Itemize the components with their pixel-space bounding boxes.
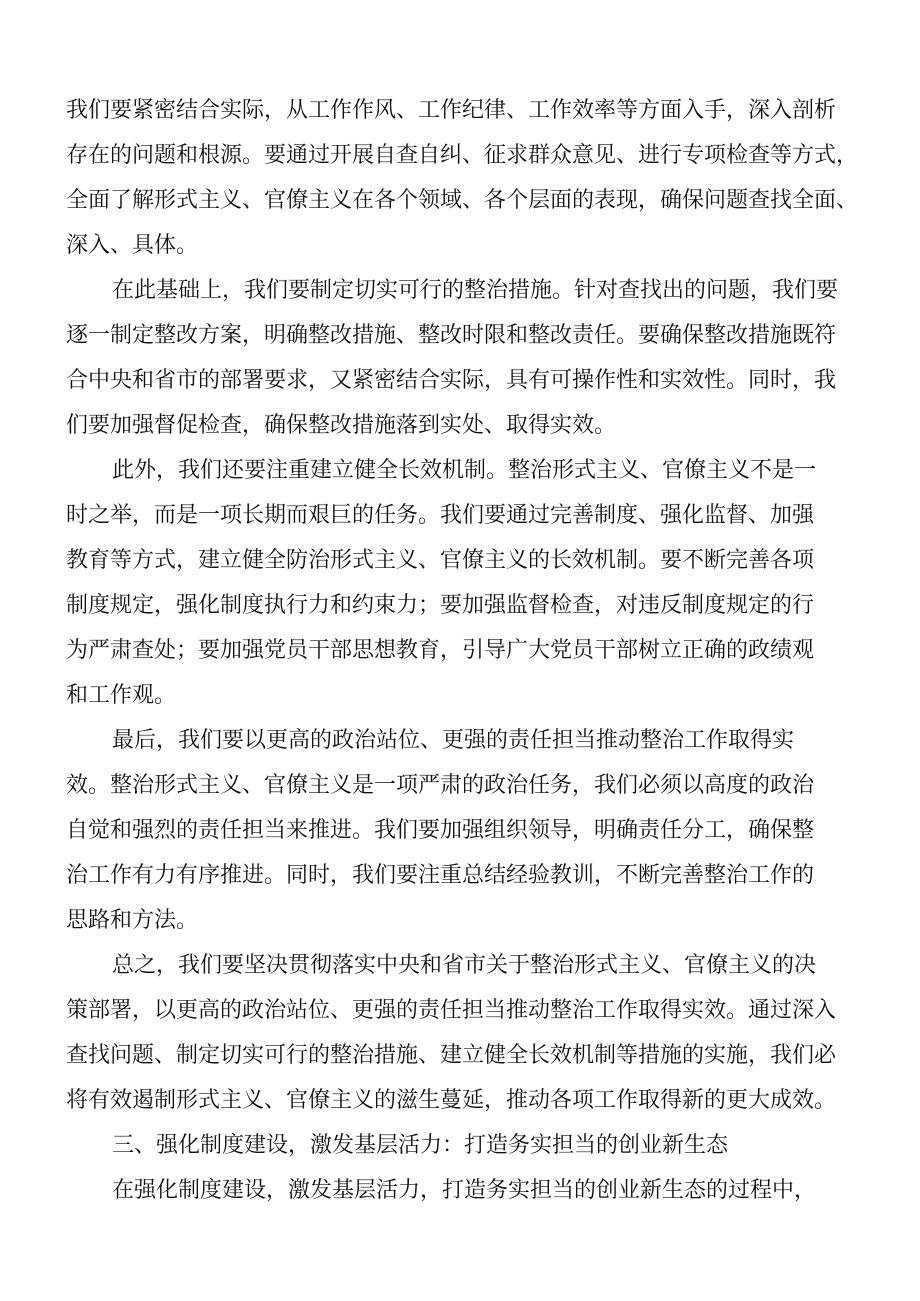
text-line: 将有效遏制形式主义、官僚主义的滋生蔓延，推动各项工作取得新的更大成效。 (66, 1088, 837, 1113)
text-line: 效。整治形式主义、官僚主义是一项严肃的政治任务，我们必须以高度的政治 (66, 773, 815, 798)
text-line: 思路和方法。 (66, 908, 199, 933)
section-heading: 三、强化制度建设，激发基层活力：打造务实担当的创业新生态 (112, 1133, 729, 1158)
text-line: 治工作有力有序推进。同时，我们要注重总结经验教训，不断完善整治工作的 (66, 863, 815, 888)
text-line: 逐一制定整改方案，明确整改措施、整改时限和整改责任。要确保整改措施既符 (66, 323, 837, 348)
text-line: 合中央和省市的部署要求，又紧密结合实际，具有可操作性和实效性。同时，我 (66, 368, 837, 393)
text-line: 自觉和强烈的责任担当来推进。我们要加强组织领导，明确责任分工，确保整 (66, 818, 815, 843)
text-line: 策部署，以更高的政治站位、更强的责任担当推动整治工作取得实效。通过深入 (66, 998, 837, 1023)
text-line: 在此基础上，我们要制定切实可行的整治措施。针对查找出的问题，我们要 (112, 278, 839, 303)
text-line: 此外，我们还要注重建立健全长效机制。整治形式主义、官僚主义不是一 (112, 458, 817, 483)
text-line: 查找问题、制定切实可行的整治措施、建立健全长效机制等措施的实施，我们必 (66, 1043, 837, 1068)
text-line: 们要加强督促检查，确保整改措施落到实处、取得实效。 (66, 413, 617, 438)
text-line: 制度规定，强化制度执行力和约束力；要加强监督检查，对违反制度规定的行 (66, 593, 815, 618)
text-line: 为严肃查处；要加强党员干部思想教育，引导广大党员干部树立正确的政绩观 (66, 638, 815, 663)
text-line: 深入、具体。 (66, 233, 199, 258)
text-line: 在强化制度建设，激发基层活力，打造务实担当的创业新生态的过程中， (112, 1178, 817, 1203)
text-line: 教育等方式，建立健全防治形式主义、官僚主义的长效机制。要不断完善各项 (66, 548, 815, 573)
text-line: 我们要紧密结合实际，从工作作风、工作纪律、工作效率等方面入手，深入剖析 (66, 98, 837, 123)
text-line: 全面了解形式主义、官僚主义在各个领域、各个层面的表现，确保问题查找全面、 (66, 188, 859, 213)
text-line: 总之，我们要坚决贯彻落实中央和省市关于整治形式主义、官僚主义的决 (112, 953, 817, 978)
text-line: 存在的问题和根源。要通过开展自查自纠、征求群众意见、进行专项检查等方式， (66, 143, 859, 168)
text-line: 时之举，而是一项长期而艰巨的任务。我们要通过完善制度、强化监督、加强 (66, 503, 815, 528)
text-line: 和工作观。 (66, 683, 177, 708)
text-line: 最后，我们要以更高的政治站位、更强的责任担当推动整治工作取得实 (112, 728, 795, 753)
